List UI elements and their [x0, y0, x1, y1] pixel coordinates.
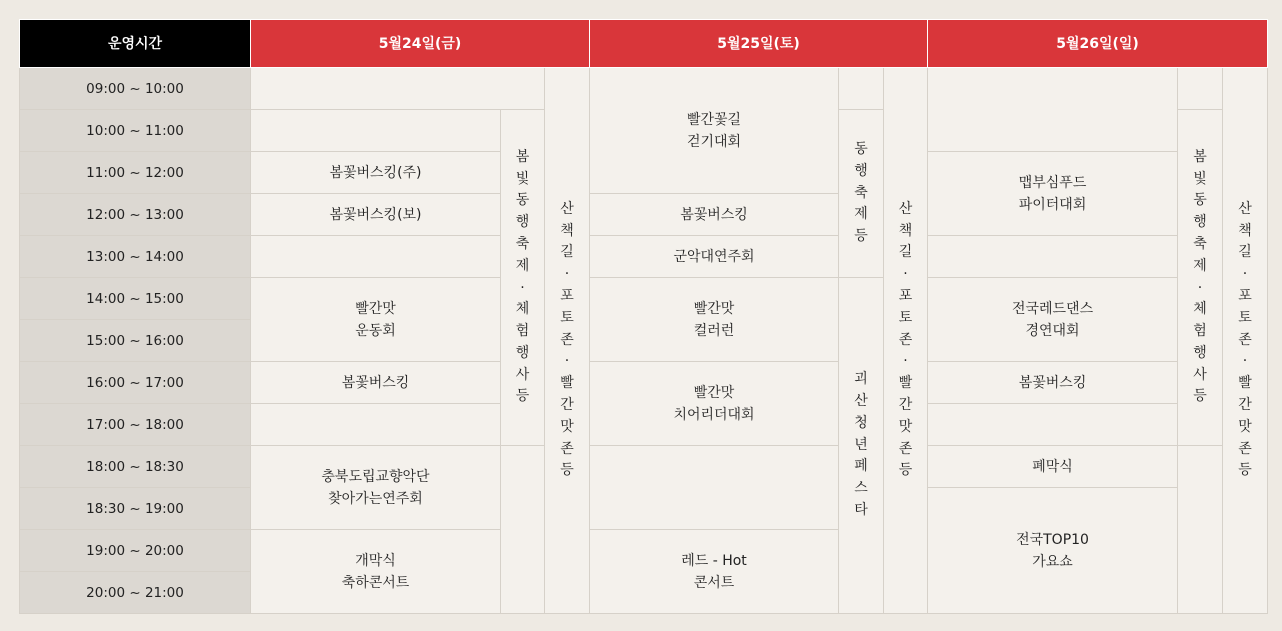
day2-side-walk-label: 산책길·포토존·빨간맛존 등	[898, 200, 913, 479]
day1-busking: 봄꽃버스킹	[251, 362, 501, 404]
header-day-1: 5월24일(금)	[251, 20, 590, 68]
day3-fighter-line1: 맵부심푸드	[1018, 174, 1087, 191]
day3-side-walk-label: 산책길·포토존·빨간맛존 등	[1238, 200, 1252, 479]
day3-top10-event	[928, 488, 1178, 614]
day1-side-walk-label: 산책길·포토존·빨간맛존 등	[560, 200, 574, 479]
day1-empty-slot	[251, 404, 501, 446]
day2-empty-slot	[839, 68, 884, 110]
day1-opening-event	[251, 530, 501, 614]
time-slot: 09:00 ~ 10:00	[20, 68, 251, 110]
time-slot: 10:00 ~ 11:00	[20, 110, 251, 152]
time-slot: 11:00 ~ 12:00	[20, 152, 251, 194]
day2-hot-concert-event	[590, 530, 839, 614]
header-day-3: 5월26일(일)	[928, 20, 1268, 68]
day3-top10-line2: 가요쇼	[1032, 553, 1073, 570]
day3-closing: 폐막식	[928, 446, 1178, 488]
header-day-2: 5월25일(토)	[590, 20, 928, 68]
day2-busking: 봄꽃버스킹	[590, 194, 839, 236]
day3-empty-slot	[928, 236, 1178, 278]
day1-side-walk	[545, 68, 590, 614]
day3-empty-slot	[928, 68, 1178, 152]
day3-top10-line1: 전국TOP10	[1016, 531, 1089, 548]
time-slot: 12:00 ~ 13:00	[20, 194, 251, 236]
day2-walk-event	[590, 68, 839, 194]
day1-empty-slot	[251, 68, 545, 110]
day2-side-walk	[884, 68, 928, 614]
time-slot: 20:00 ~ 21:00	[20, 572, 251, 614]
day2-cheer-line1: 빨간맛	[693, 384, 735, 401]
day3-fighter-event	[928, 152, 1178, 236]
day1-sports-line1: 빨간맛	[355, 300, 396, 317]
day2-hot-line1: 레드 - Hot	[681, 552, 747, 569]
day2-side-youth	[839, 278, 884, 614]
time-slot: 17:00 ~ 18:00	[20, 404, 251, 446]
day2-walk-line1: 빨간꽃길	[686, 111, 742, 128]
day1-busking-ju: 봄꽃버스킹(주)	[251, 152, 501, 194]
day3-busking: 봄꽃버스킹	[928, 362, 1178, 404]
day1-opening-line1: 개막식	[355, 552, 396, 569]
day2-side-festival-label: 동행축제 등	[854, 141, 868, 245]
time-slot: 19:00 ~ 20:00	[20, 530, 251, 572]
day1-orchestra-line2: 찾아가는연주회	[328, 490, 423, 507]
day1-side-empty	[501, 446, 545, 614]
day2-cheer-line2: 치어리더대회	[673, 406, 755, 423]
header-time: 운영시간	[20, 20, 251, 68]
day3-empty-slot	[928, 404, 1178, 446]
day1-side-festival	[501, 110, 545, 446]
day3-side-festival-label: 봄빛동행축제·체험행사 등	[1193, 148, 1207, 405]
schedule-wrapper	[19, 19, 1268, 614]
time-slot: 16:00 ~ 17:00	[20, 362, 251, 404]
day2-walk-line2: 걷기대회	[686, 133, 742, 150]
day2-band: 군악대연주회	[590, 236, 839, 278]
schedule-table	[19, 19, 1268, 614]
day1-busking-bo: 봄꽃버스킹(보)	[251, 194, 501, 236]
day1-opening-line2: 축하콘서트	[341, 574, 410, 591]
day2-hot-line2: 콘서트	[693, 574, 735, 591]
day3-dance-line1: 전국레드댄스	[1011, 300, 1094, 317]
time-slot: 14:00 ~ 15:00	[20, 278, 251, 320]
day2-side-festival	[839, 110, 884, 278]
day1-side-festival-label: 봄빛동행축제·체험행사 등	[515, 148, 530, 405]
day3-empty-slot	[1178, 68, 1223, 110]
time-slot: 15:00 ~ 16:00	[20, 320, 251, 362]
day3-dance-line2: 경연대회	[1025, 322, 1080, 339]
day1-empty-slot	[251, 110, 501, 152]
day1-sports-line2: 운동회	[355, 322, 396, 339]
day2-colorrun-line1: 빨간맛	[693, 300, 735, 317]
day1-empty-slot	[251, 236, 501, 278]
day3-side-empty	[1178, 446, 1223, 614]
day3-fighter-line2: 파이터대회	[1018, 196, 1087, 213]
day2-empty-slot	[590, 446, 839, 530]
day1-orchestra-event	[251, 446, 501, 530]
day2-cheer-event	[590, 362, 839, 446]
day2-colorrun-event	[590, 278, 839, 362]
day3-side-festival	[1178, 110, 1223, 446]
day1-sports-event	[251, 278, 501, 362]
day2-colorrun-line2: 컬러런	[693, 322, 735, 339]
time-slot: 18:30 ~ 19:00	[20, 488, 251, 530]
day3-dance-event	[928, 278, 1178, 362]
time-slot: 18:00 ~ 18:30	[20, 446, 251, 488]
time-slot: 13:00 ~ 14:00	[20, 236, 251, 278]
day3-side-walk	[1223, 68, 1268, 614]
day1-orchestra-line1: 충북도립교향악단	[321, 468, 430, 485]
day2-side-youth-label: 괴산청년페스타	[854, 371, 868, 518]
